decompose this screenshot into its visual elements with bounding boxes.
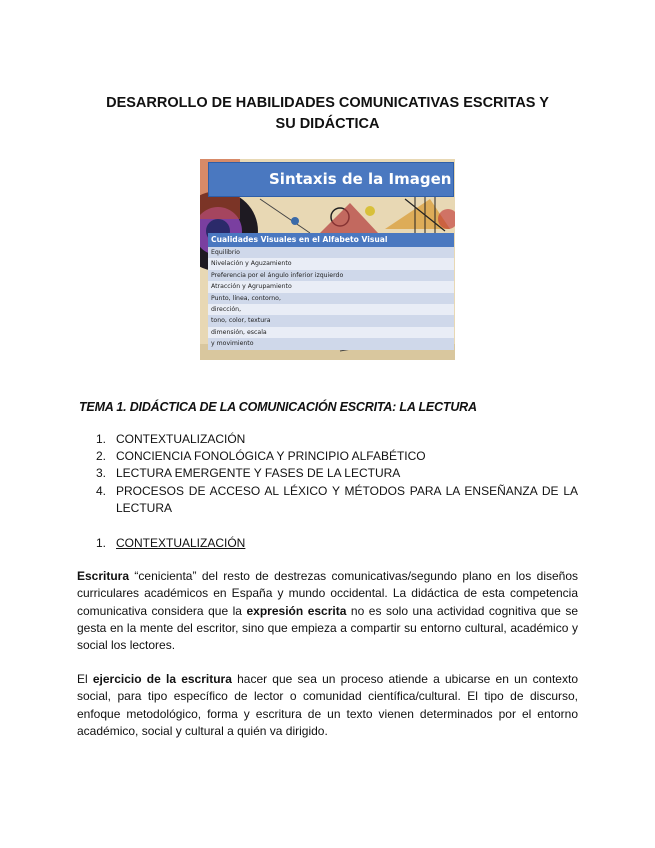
topic-item [96, 431, 578, 448]
table-row: Equilibrio [208, 247, 454, 258]
topic-text: CONCIENCIA FONOLÓGICA Y PRINCIPIO ALFABÉTICO [116, 449, 426, 464]
table-row: Punto, línea, contorno, [208, 293, 454, 304]
table-body [208, 247, 454, 350]
topic-text: CONTEXTUALIZACIÓN [116, 432, 246, 446]
table-row: Preferencia por el ángulo inferior izquierdo [208, 270, 454, 281]
table-row: dimensión, escala [208, 327, 454, 338]
title-line-2: SU DIDÁCTICA [275, 116, 380, 132]
topic-text: PROCESOS DE ACCESO AL LÉXICO Y MÉTODOS PARA LA ENSEÑANZA DE LA LECTURA [116, 483, 578, 515]
topic-heading: TEMA 1. DIDÁCTICA DE LA COMUNICACIÓN ESCRITA: LA LECTURA [79, 400, 477, 414]
visual-qualities-table [208, 233, 454, 350]
paragraph-text: El [77, 672, 93, 686]
bold-term: Escritura [77, 569, 130, 583]
title-line-1: DESARROLLO DE HABILIDADES COMUNICATIVAS ESCRITAS Y [106, 95, 549, 111]
section-number: 1. [96, 536, 107, 550]
topic-item [96, 465, 578, 482]
table-row: Nivelación y Aguzamiento [208, 258, 454, 269]
topic-number: 3. [96, 466, 107, 481]
topic-number: 4. [96, 483, 107, 498]
table-row: y movimiento [208, 338, 454, 349]
table-row: dirección, [208, 304, 454, 315]
table-row: tono, color, textura [208, 315, 454, 326]
bold-term: ejercicio de la escritura [92, 672, 232, 686]
topic-list [96, 431, 578, 517]
figure-banner-title: Sintaxis de la Imagen [208, 162, 454, 197]
topic-number: 1. [96, 432, 107, 446]
syntax-image-figure [200, 159, 455, 360]
paragraph-ejercicio [77, 671, 578, 740]
paragraph-text: hacer que sea un proceso atiende a ubicarse en un contexto social, para tipo específico de lector o comunidad científica/cultural. El tipo de discurso, enfoque metodológico, forma y escritura de un texto vienen determinados por el entorno académico, social y cultural a quién va dirigido. [77, 672, 578, 738]
document-title [60, 93, 595, 135]
section-heading [96, 535, 245, 552]
paragraph-text: “cenicienta” del resto de destrezas comunicativas/segundo plano en los diseños curriculares académicos en España y mundo occidental. La didáctica de esta competencia comunicativa considera que la [77, 569, 578, 618]
table-row: Atracción y Agrupamiento [208, 281, 454, 292]
section-label: CONTEXTUALIZACIÓN [116, 536, 246, 550]
paragraph-text: no es solo una actividad cognitiva que se gesta en la mente del escritor, sino que empieza a compartir su entorno cultural, académico y social los lectores. [77, 603, 579, 653]
topic-item [96, 448, 578, 465]
table-header: Cualidades Visuales en el Alfabeto Visual [208, 233, 454, 247]
paragraph-escritura [77, 568, 578, 654]
topic-text: LECTURA EMERGENTE Y FASES DE LA LECTURA [116, 466, 401, 481]
topic-number: 2. [96, 449, 107, 464]
topic-item [96, 483, 578, 517]
bold-term: expresión escrita [246, 603, 347, 618]
